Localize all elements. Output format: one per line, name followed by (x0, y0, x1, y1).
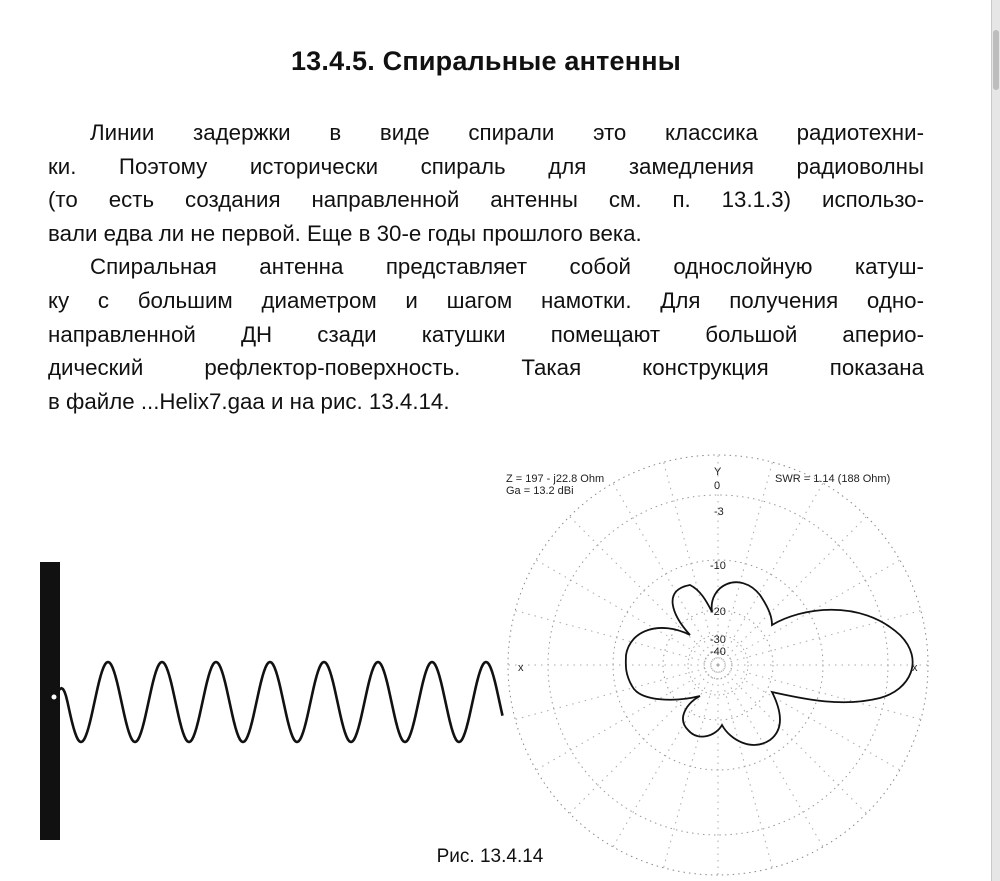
polar-spoke (718, 665, 921, 719)
y-axis-label: Y (714, 466, 722, 478)
polar-spoke (515, 665, 718, 719)
text-line: в файле ...Helix7.gaa и на рис. 13.4.14. (48, 388, 450, 414)
figure-caption: Рис. 13.4.14 (436, 846, 544, 867)
helix-coil (54, 662, 503, 742)
ring-label-30db: -30 (710, 634, 726, 646)
text-line: Линии задержки в виде спирали это классика радиотехни- (90, 120, 924, 145)
polar-axis-x-label: x (912, 662, 918, 674)
swr-readout: SWR = 1.14 (188 Ohm) (775, 473, 891, 485)
polar-spoke (613, 483, 718, 665)
polar-spokes (508, 455, 928, 875)
paragraph-2 (48, 250, 924, 418)
polar-spoke (718, 462, 772, 665)
polar-plot (508, 455, 928, 875)
ring-label-40db: -40 (710, 646, 726, 658)
figure-13-4-14 (0, 440, 1000, 881)
text-line: вали едва ли не первой. Еще в 30-е годы прошлого века. (48, 220, 642, 246)
text-line: дический рефлектор-поверхность. Такая конструкция показана (48, 355, 924, 381)
text-line: (то есть создания направленной антенны см. п. 13.1.3) использо- (48, 187, 924, 213)
polar-spoke (718, 665, 823, 847)
polar-spoke (718, 611, 921, 665)
polar-spoke (718, 483, 823, 665)
reflector-plate (40, 562, 60, 840)
polar-spoke (718, 665, 772, 868)
scrollbar-thumb[interactable] (993, 30, 999, 90)
feed-point (51, 694, 57, 700)
polar-spoke (664, 665, 718, 868)
polar-spoke (718, 665, 867, 814)
ring-label-0db: 0 (714, 480, 721, 492)
text-line: ку с большим диаметром и шагом намотки. Для получения одно- (48, 287, 924, 313)
text-line: направленной ДН сзади катушки помещают большой аперио- (48, 321, 924, 347)
helix-axis-x-label: x (518, 662, 524, 674)
text-line: Спиральная антенна представляет собой однослойную катуш- (90, 254, 924, 280)
polar-spoke (570, 517, 719, 666)
ring-label-10db: -10 (710, 560, 726, 572)
polar-spoke (570, 665, 719, 814)
polar-spoke (718, 665, 900, 770)
gain-readout: Ga = 13.2 dBi (506, 485, 574, 497)
polar-spoke (718, 517, 867, 666)
ring-label-20db: -20 (710, 606, 726, 618)
radiation-pattern (626, 582, 913, 745)
impedance-readout: Z = 197 - j22.8 Ohm (506, 473, 605, 485)
section-heading: 13.4.5. Спиральные антенны (290, 46, 682, 76)
body-text (48, 116, 924, 418)
figure-drawing (0, 440, 1000, 881)
text-line: ки. Поэтому исторически спираль для замедления радиоволны (48, 153, 924, 179)
polar-spoke (536, 665, 718, 770)
polar-spoke (613, 665, 718, 847)
paragraph-1 (48, 116, 924, 250)
ring-label-3db: -3 (714, 506, 724, 518)
